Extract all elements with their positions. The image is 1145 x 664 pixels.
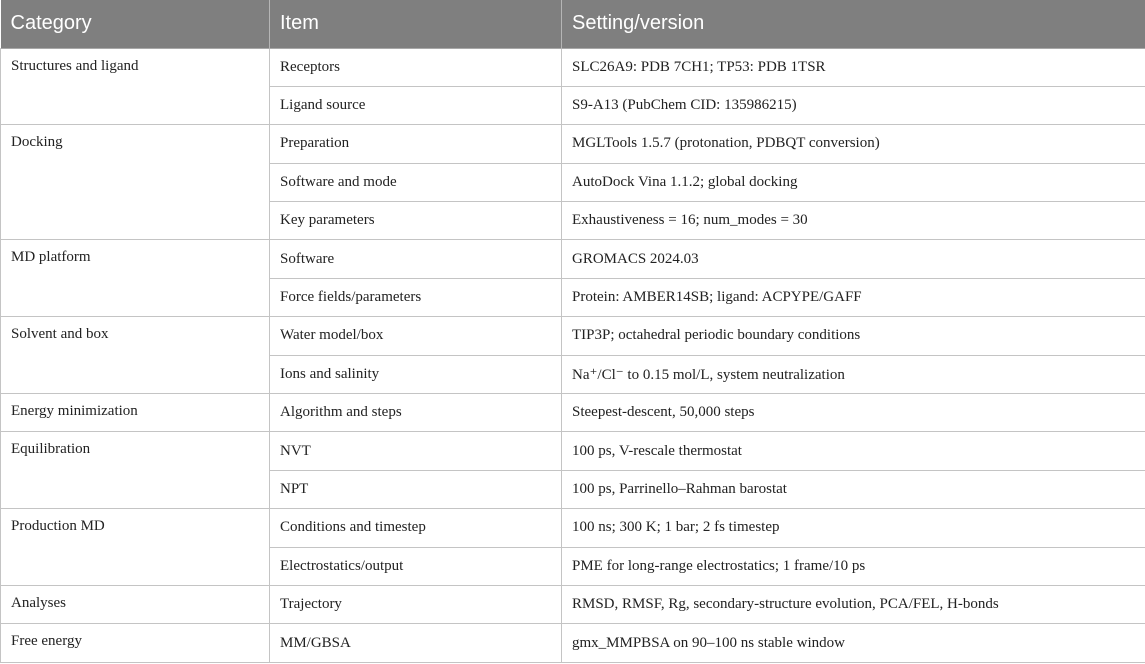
category-cell: Equilibration	[1, 432, 270, 509]
item-cell: Ions and salinity	[270, 355, 562, 393]
table-row	[1, 394, 1145, 432]
category-cell: Docking	[1, 125, 270, 240]
category-cell: Free energy	[1, 624, 270, 662]
setting-cell: 100 ps, V-rescale thermostat	[562, 432, 1145, 470]
table-row	[1, 585, 1145, 623]
table-row	[1, 317, 1145, 355]
item-cell: Algorithm and steps	[270, 394, 562, 432]
setting-cell: gmx_MMPBSA on 90–100 ns stable window	[562, 624, 1145, 662]
item-cell: Key parameters	[270, 202, 562, 240]
setting-cell: Na⁺/Cl⁻ to 0.15 mol/L, system neutralization	[562, 355, 1145, 393]
item-cell: NVT	[270, 432, 562, 470]
category-cell: Production MD	[1, 509, 270, 586]
category-cell: Energy minimization	[1, 394, 270, 432]
category-cell: MD platform	[1, 240, 270, 317]
setting-cell: TIP3P; octahedral periodic boundary conditions	[562, 317, 1145, 355]
item-cell: Trajectory	[270, 585, 562, 623]
category-cell: Structures and ligand	[1, 48, 270, 125]
header-setting: Setting/version	[562, 0, 1145, 48]
setting-cell: SLC26A9: PDB 7CH1; TP53: PDB 1TSR	[562, 48, 1145, 86]
setting-cell: 100 ns; 300 K; 1 bar; 2 fs timestep	[562, 509, 1145, 547]
setting-cell: AutoDock Vina 1.1.2; global docking	[562, 163, 1145, 201]
table-row	[1, 48, 1145, 86]
item-cell: Water model/box	[270, 317, 562, 355]
item-cell: Software and mode	[270, 163, 562, 201]
setting-cell: RMSD, RMSF, Rg, secondary-structure evolution, PCA/FEL, H-bonds	[562, 585, 1145, 623]
item-cell: NPT	[270, 470, 562, 508]
setting-cell: Steepest-descent, 50,000 steps	[562, 394, 1145, 432]
table-row	[1, 125, 1145, 163]
item-cell: Conditions and timestep	[270, 509, 562, 547]
table-row	[1, 509, 1145, 547]
table-row	[1, 624, 1145, 662]
header-item: Item	[270, 0, 562, 48]
setting-cell: S9-A13 (PubChem CID: 135986215)	[562, 86, 1145, 124]
item-cell: MM/GBSA	[270, 624, 562, 662]
item-cell: Force fields/parameters	[270, 278, 562, 316]
header-row	[1, 0, 1145, 48]
item-cell: Receptors	[270, 48, 562, 86]
header-category: Category	[1, 0, 270, 48]
setting-cell: Protein: AMBER14SB; ligand: ACPYPE/GAFF	[562, 278, 1145, 316]
table-row	[1, 432, 1145, 470]
item-cell: Preparation	[270, 125, 562, 163]
setting-cell: PME for long-range electrostatics; 1 frame/10 ps	[562, 547, 1145, 585]
category-cell: Solvent and box	[1, 317, 270, 394]
category-cell: Analyses	[1, 585, 270, 623]
item-cell: Electrostatics/output	[270, 547, 562, 585]
setting-cell: 100 ps, Parrinello–Rahman barostat	[562, 470, 1145, 508]
table-row	[1, 240, 1145, 278]
item-cell: Software	[270, 240, 562, 278]
setting-cell: MGLTools 1.5.7 (protonation, PDBQT conversion)	[562, 125, 1145, 163]
setting-cell: GROMACS 2024.03	[562, 240, 1145, 278]
setting-cell: Exhaustiveness = 16; num_modes = 30	[562, 202, 1145, 240]
item-cell: Ligand source	[270, 86, 562, 124]
